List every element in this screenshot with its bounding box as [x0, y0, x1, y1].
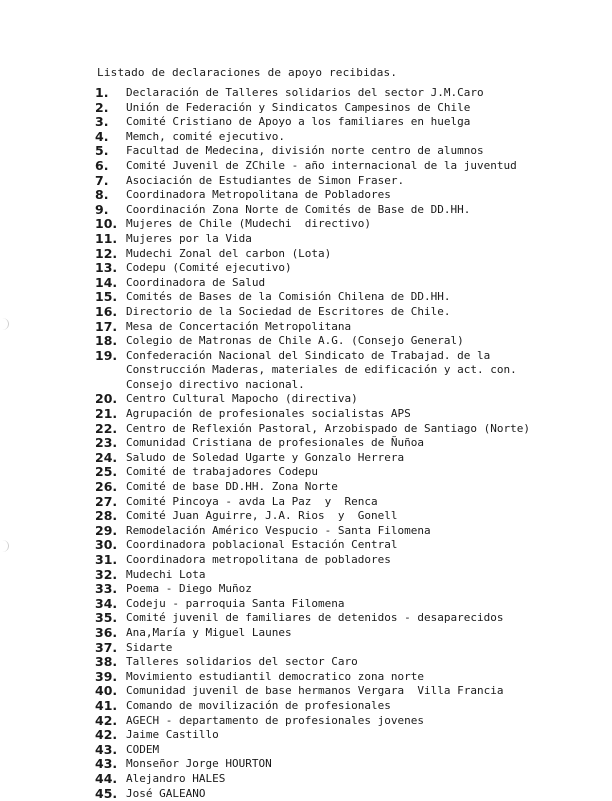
- list-item: [95, 363, 595, 378]
- item-number: 27.: [95, 495, 126, 510]
- item-number: 43.: [95, 743, 126, 758]
- item-number: 12.: [95, 247, 126, 262]
- item-text: Coordinadora Metropolitana de Pobladores: [126, 188, 595, 203]
- list-item: [95, 757, 595, 772]
- list-item: [95, 159, 595, 174]
- item-number: 32.: [95, 568, 126, 583]
- item-text: Centro de Reflexión Pastoral, Arzobispado de Santiago (Norte): [126, 422, 595, 437]
- item-text: Comité de trabajadores Codepu: [126, 465, 595, 480]
- item-text: Codepu (Comité ejecutivo): [126, 261, 595, 276]
- item-text: Construcción Maderas, materiales de edificación y act. con.: [126, 363, 595, 378]
- item-number: 37.: [95, 641, 126, 656]
- list-item: [95, 553, 595, 568]
- item-text: Coordinadora poblacional Estación Central: [126, 538, 595, 553]
- list-item: [95, 670, 595, 685]
- item-text: Coordinadora de Salud: [126, 276, 595, 291]
- list-item: [95, 568, 595, 583]
- item-number: 38.: [95, 655, 126, 670]
- list-item: [95, 509, 595, 524]
- list-item: [95, 597, 595, 612]
- list-item: [95, 495, 595, 510]
- list-item: [95, 684, 595, 699]
- item-text: Comunidad Cristiana de profesionales de Ñuñoa: [126, 436, 595, 451]
- list-item: [95, 378, 595, 393]
- list-item: [95, 392, 595, 407]
- list-heading: Listado de declaraciones de apoyo recibidas.: [97, 66, 397, 79]
- declarations-list: [95, 86, 595, 801]
- item-number: 42.: [95, 728, 126, 743]
- list-item: [95, 655, 595, 670]
- punch-hole-mark: [0, 540, 9, 552]
- item-text: Saludo de Soledad Ugarte y Gonzalo Herrera: [126, 451, 595, 466]
- list-item: [95, 699, 595, 714]
- item-text: Comité de base DD.HH. Zona Norte: [126, 480, 595, 495]
- item-number: 15.: [95, 290, 126, 305]
- item-text: Colegio de Matronas de Chile A.G. (Consejo General): [126, 334, 595, 349]
- item-number: 2.: [95, 101, 126, 116]
- list-item: [95, 787, 595, 801]
- item-number: 18.: [95, 334, 126, 349]
- item-text: Declaración de Talleres solidarios del sector J.M.Caro: [126, 86, 595, 101]
- item-number: 9.: [95, 203, 126, 218]
- item-number: 22.: [95, 422, 126, 437]
- item-text: Consejo directivo nacional.: [126, 378, 595, 393]
- item-text: Codeju - parroquia Santa Filomena: [126, 597, 595, 612]
- list-item: [95, 188, 595, 203]
- item-number: 20.: [95, 392, 126, 407]
- list-item: [95, 305, 595, 320]
- item-number: 36.: [95, 626, 126, 641]
- list-item: [95, 247, 595, 262]
- list-item: [95, 115, 595, 130]
- item-number: 35.: [95, 611, 126, 626]
- item-text: Mujeres de Chile (Mudechi directivo): [126, 217, 595, 232]
- item-number: 19.: [95, 349, 126, 364]
- list-item: [95, 465, 595, 480]
- list-item: [95, 524, 595, 539]
- item-number: 45.: [95, 787, 126, 801]
- list-item: [95, 334, 595, 349]
- item-text: Mesa de Concertación Metropolitana: [126, 320, 595, 335]
- item-text: Coordinadora metropolitana de pobladores: [126, 553, 595, 568]
- item-text: Comité Juvenil de ZChile - año internacional de la juventud: [126, 159, 595, 174]
- item-text: Mudechi Lota: [126, 568, 595, 583]
- item-number: 26.: [95, 480, 126, 495]
- item-text: José GALEANO: [126, 787, 595, 801]
- item-text: Mujeres por la Vida: [126, 232, 595, 247]
- list-item: [95, 422, 595, 437]
- list-item: [95, 611, 595, 626]
- item-text: Facultad de Medecina, división norte centro de alumnos: [126, 144, 595, 159]
- item-number: 43.: [95, 757, 126, 772]
- item-number: 44.: [95, 772, 126, 787]
- item-number: 5.: [95, 144, 126, 159]
- list-item: [95, 144, 595, 159]
- list-item: [95, 641, 595, 656]
- item-number: 42.: [95, 714, 126, 729]
- item-text: Poema - Diego Muñoz: [126, 582, 595, 597]
- item-text: Agrupación de profesionales socialistas APS: [126, 407, 595, 422]
- list-item: [95, 232, 595, 247]
- item-text: Movimiento estudiantil democratico zona norte: [126, 670, 595, 685]
- item-number: 29.: [95, 524, 126, 539]
- list-item: [95, 86, 595, 101]
- item-text: Comité Juan Aguirre, J.A. Rios y Gonell: [126, 509, 595, 524]
- item-number: 39.: [95, 670, 126, 685]
- item-number: 8.: [95, 188, 126, 203]
- list-item: [95, 276, 595, 291]
- item-number: 14.: [95, 276, 126, 291]
- item-text: Comunidad juvenil de base hermanos Vergara Villa Francia: [126, 684, 595, 699]
- item-text: Ana,María y Miguel Launes: [126, 626, 595, 641]
- list-item: [95, 261, 595, 276]
- list-item: [95, 407, 595, 422]
- item-number: 25.: [95, 465, 126, 480]
- list-item: [95, 538, 595, 553]
- list-item: [95, 130, 595, 145]
- item-text: Monseñor Jorge HOURTON: [126, 757, 595, 772]
- item-number: 33.: [95, 582, 126, 597]
- item-text: Directorio de la Sociedad de Escritores de Chile.: [126, 305, 595, 320]
- item-number: 7.: [95, 174, 126, 189]
- item-text: Talleres solidarios del sector Caro: [126, 655, 595, 670]
- item-number: 30.: [95, 538, 126, 553]
- list-item: [95, 772, 595, 787]
- item-number: 3.: [95, 115, 126, 130]
- item-text: Jaime Castillo: [126, 728, 595, 743]
- item-number: 17.: [95, 320, 126, 335]
- item-number: 4.: [95, 130, 126, 145]
- list-item: [95, 290, 595, 305]
- list-item: [95, 743, 595, 758]
- item-text: Comité juvenil de familiares de detenidos - desaparecidos: [126, 611, 595, 626]
- item-number: 24.: [95, 451, 126, 466]
- item-number: 28.: [95, 509, 126, 524]
- list-item: [95, 728, 595, 743]
- item-number: 40.: [95, 684, 126, 699]
- list-item: [95, 582, 595, 597]
- item-number: 34.: [95, 597, 126, 612]
- list-item: [95, 174, 595, 189]
- item-text: Mudechi Zonal del carbon (Lota): [126, 247, 595, 262]
- list-item: [95, 436, 595, 451]
- item-text: Sidarte: [126, 641, 595, 656]
- list-item: [95, 203, 595, 218]
- item-number: 13.: [95, 261, 126, 276]
- list-item: [95, 349, 595, 364]
- item-text: AGECH - departamento de profesionales jovenes: [126, 714, 595, 729]
- item-number: 1.: [95, 86, 126, 101]
- list-item: [95, 626, 595, 641]
- item-text: Centro Cultural Mapocho (directiva): [126, 392, 595, 407]
- list-item: [95, 320, 595, 335]
- item-text: Comando de movilización de profesionales: [126, 699, 595, 714]
- item-text: Comité Cristiano de Apoyo a los familiares en huelga: [126, 115, 595, 130]
- item-text: Memch, comité ejecutivo.: [126, 130, 595, 145]
- item-text: Unión de Federación y Sindicatos Campesinos de Chile: [126, 101, 595, 116]
- list-item: [95, 714, 595, 729]
- list-item: [95, 451, 595, 466]
- item-text: Comités de Bases de la Comisión Chilena de DD.HH.: [126, 290, 595, 305]
- item-text: Remodelación Américo Vespucio - Santa Filomena: [126, 524, 595, 539]
- item-text: Asociación de Estudiantes de Simon Fraser.: [126, 174, 595, 189]
- list-item: [95, 101, 595, 116]
- item-text: Alejandro HALES: [126, 772, 595, 787]
- item-number: 11.: [95, 232, 126, 247]
- punch-hole-mark: [0, 318, 9, 330]
- item-number: 41.: [95, 699, 126, 714]
- item-text: Comité Pincoya - avda La Paz y Renca: [126, 495, 595, 510]
- list-item: [95, 480, 595, 495]
- item-number: 16.: [95, 305, 126, 320]
- item-number: 21.: [95, 407, 126, 422]
- item-number: 31.: [95, 553, 126, 568]
- item-text: Confederación Nacional del Sindicato de Trabajad. de la: [126, 349, 595, 364]
- item-text: CODEM: [126, 743, 595, 758]
- list-item: [95, 217, 595, 232]
- item-number: 23.: [95, 436, 126, 451]
- item-number: 10.: [95, 217, 126, 232]
- item-number: 6.: [95, 159, 126, 174]
- item-text: Coordinación Zona Norte de Comités de Base de DD.HH.: [126, 203, 595, 218]
